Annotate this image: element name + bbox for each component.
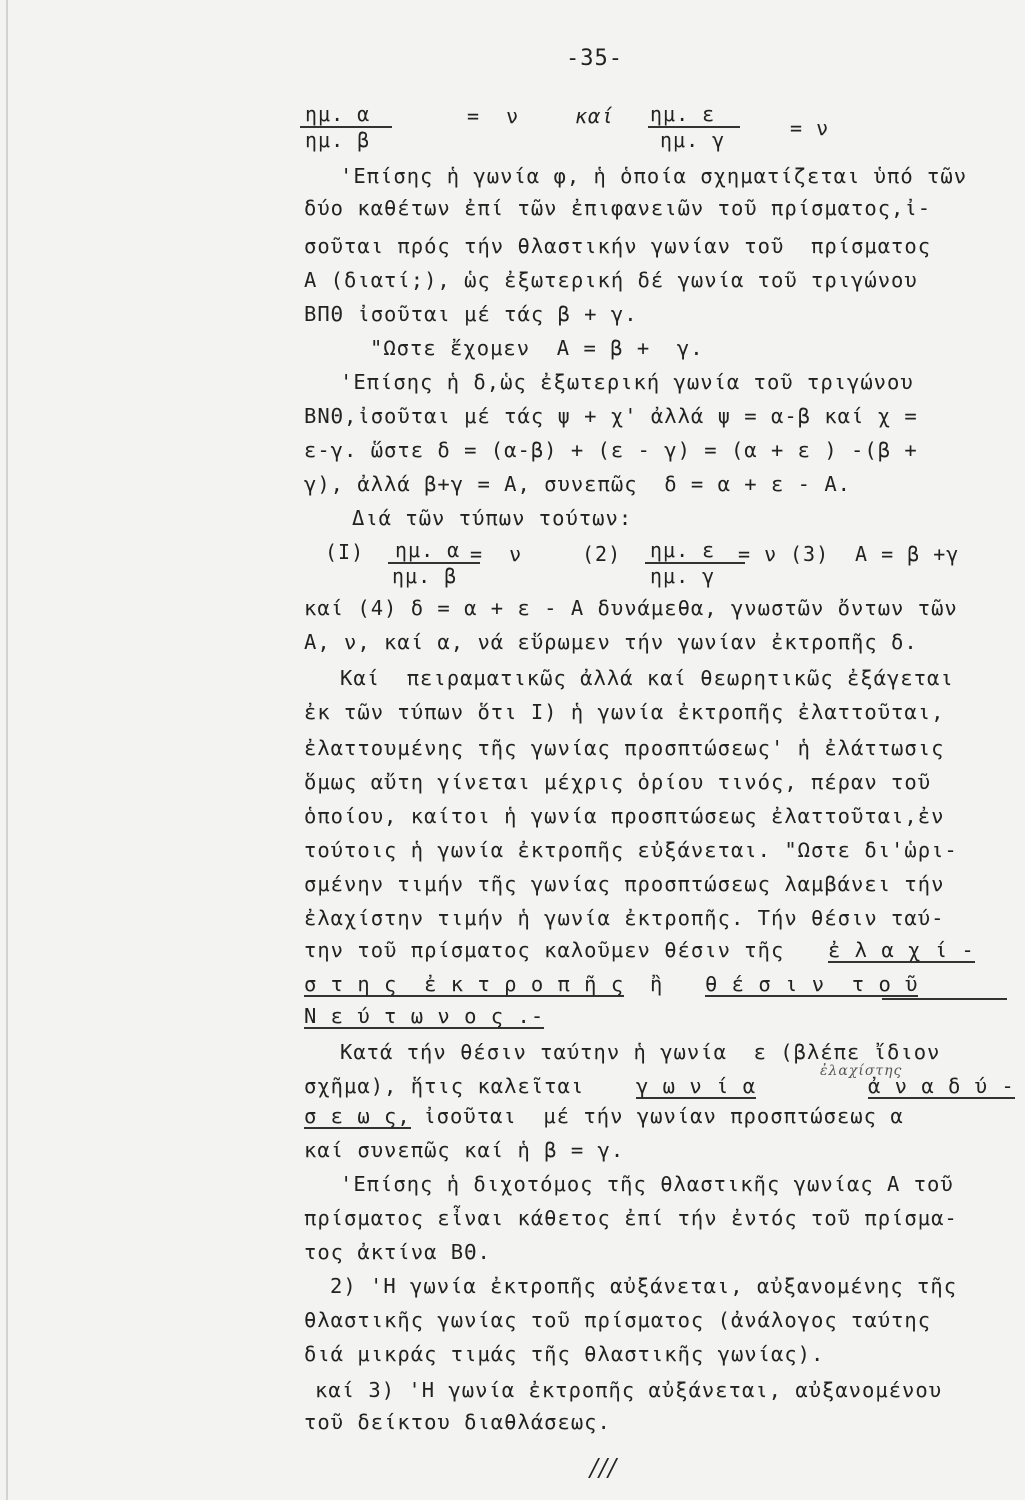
text-line: ἐκ τῶν τύπων ὅτι I) ἡ γωνία ἐκτροπῆς ἐλαττοῦται, bbox=[304, 700, 945, 724]
text-line: σμένην τιμήν τῆς γωνίας προσπτώσεως λαμβάνει τήν bbox=[304, 872, 945, 896]
formula2-label-2: (2) bbox=[582, 542, 622, 566]
text-line: Κατά τήν θέσιν ταύτην ἡ γωνία ε (βλέπε ἴδιον bbox=[340, 1040, 941, 1064]
scan-edge-line bbox=[6, 0, 8, 1500]
formula1-right-equals: = ν bbox=[790, 116, 830, 140]
term-underlined: ἀ ν α δ ύ - bbox=[868, 1074, 1015, 1098]
text-line: Διά τῶν τύπων τούτων: bbox=[352, 506, 633, 530]
text-line: ἰσοῦται μέ τήν γωνίαν προσπτώσεως α bbox=[410, 1104, 904, 1128]
text-line: "Ωστε ἔχομεν Α = β + γ. bbox=[370, 336, 704, 360]
formula2-label-3: (3) bbox=[790, 542, 830, 566]
text-line: Καί πειραματικῶς ἀλλά καί θεωρητικῶς ἐξάγεται bbox=[340, 666, 954, 690]
formula2-f3: Α = β +γ bbox=[855, 542, 960, 566]
term-underlined: σ ε ω ς, bbox=[304, 1104, 411, 1128]
term-underlined: σ τ η ς ἐ κ τ ρ ο π ῆ ς bbox=[304, 972, 625, 996]
formula1-left-denominator: ημ. β bbox=[305, 128, 371, 152]
text-line: Α (διατί;), ὡς ἐξωτερική δέ γωνία τοῦ τριγώνου bbox=[304, 268, 918, 292]
text-line: τοῦ δείκτου διαθλάσεως. bbox=[304, 1410, 611, 1434]
formula2-f2-denominator: ημ. γ bbox=[650, 564, 716, 588]
text-line: καί (4) δ = α + ε - Α δυνάμεθα, γνωστῶν ὄντων τῶν bbox=[304, 596, 958, 620]
text-line: πρίσματος εἶναι κάθετος ἐπί τήν ἐντός τοῦ πρίσμα- bbox=[304, 1206, 958, 1230]
term-underline-extension bbox=[882, 998, 1007, 1000]
text-line: 'Επίσης ἡ διχοτόμος τῆς θλαστικῆς γωνίας Α τοῦ bbox=[340, 1172, 954, 1196]
text-line: 'Επίσης ἡ γωνία φ, ἡ ὁποία σχηματίζεται ὑπό τῶν bbox=[340, 164, 968, 188]
formula2-label-1: (I) bbox=[325, 540, 365, 564]
text-conjunction: ἢ bbox=[650, 972, 664, 996]
term-underlined: γ ω ν ί α bbox=[636, 1074, 757, 1098]
formula1-left-equals: = ν bbox=[467, 104, 520, 128]
text-line: ἐλαττουμένης τῆς γωνίας προσπτώσεως' ἡ ἐλάττωσις bbox=[304, 736, 945, 760]
formula1-conjunction: καί bbox=[575, 104, 615, 128]
text-line: 2) 'Η γωνία ἐκτροπῆς αὐξάνεται, αὐξανομένης τῆς bbox=[330, 1274, 958, 1298]
text-line: καί 3) 'Η γωνία ἐκτροπῆς αὐξάνεται, αὐξανομένου bbox=[315, 1378, 943, 1402]
text-line: ΒΠΘ ἰσοῦται μέ τάς β + γ. bbox=[304, 302, 638, 326]
text-line: ὅμως αὔτη γίνεται μέχρις ὁρίου τινός, πέραν τοῦ bbox=[304, 770, 932, 794]
text-line: ε-γ. ὥστε δ = (α-β) + (ε - γ) = (α + ε ) -(β + bbox=[304, 438, 918, 462]
handwritten-note: ἐλαχίστης bbox=[820, 1063, 903, 1079]
formula1-right-numerator: ημ. ε bbox=[650, 102, 716, 126]
text-line: σχῆμα), ἥτις καλεῖται bbox=[304, 1074, 585, 1098]
text-line: δύο καθέτων ἐπί τῶν ἐπιφανειῶν τοῦ πρίσματος,ἰ- bbox=[304, 196, 932, 220]
closing-mark: /// bbox=[590, 1454, 618, 1482]
formula2-f1-equals: = ν bbox=[470, 542, 523, 566]
text-line: την τοῦ πρίσματος καλοῦμεν θέσιν τῆς bbox=[304, 938, 785, 962]
term-underlined: Ν ε ύ τ ω ν ο ς .- bbox=[304, 1004, 545, 1028]
page-number: -35- bbox=[566, 46, 623, 71]
text-line: ὁποίου, καίτοι ἡ γωνία προσπτώσεως ἐλαττοῦται,ἐν bbox=[304, 804, 945, 828]
formula2-f2-numerator: ημ. ε bbox=[650, 538, 716, 562]
text-line: διά μικράς τιμάς τῆς θλαστικῆς γωνίας). bbox=[304, 1342, 825, 1366]
text-line: θλαστικῆς γωνίας τοῦ πρίσματος (ἀνάλογος ταύτης bbox=[304, 1308, 932, 1332]
text-line: γ), ἀλλά β+γ = Α, συνεπῶς δ = α + ε - Α. bbox=[304, 472, 852, 496]
term-underlined: ἐ λ α χ ί - bbox=[828, 938, 975, 962]
text-line: σοῦται πρός τήν θλαστικήν γωνίαν τοῦ πρίσματος bbox=[304, 234, 932, 258]
formula2-f1-numerator: ημ. α bbox=[395, 538, 461, 562]
text-line: καί συνεπῶς καί ἡ β = γ. bbox=[304, 1138, 625, 1162]
text-line: τούτοις ἡ γωνία ἐκτροπῆς εὐξάνεται. "Ωστε δι'ὡρι- bbox=[304, 838, 958, 862]
text-line: ΒΝΘ,ἰσοῦται μέ τάς ψ + χ' ἀλλά ψ = α-β καί χ = bbox=[304, 404, 918, 428]
text-line: Α, ν, καί α, νά εὕρωμεν τήν γωνίαν ἐκτροπῆς δ. bbox=[304, 630, 918, 654]
text-line: ἐλαχίστην τιμήν ἡ γωνία ἐκτροπῆς. Τήν θέσιν ταύ- bbox=[304, 906, 945, 930]
text-line: τος ἀκτίνα ΒΘ. bbox=[304, 1240, 491, 1264]
text-line: 'Επίσης ἡ δ,ὡς ἐξωτερική γωνία τοῦ τριγώνου bbox=[340, 370, 914, 394]
term-underlined: θ έ σ ι ν τ ο ῦ bbox=[705, 972, 919, 996]
formula1-right-denominator: ημ. γ bbox=[660, 128, 726, 152]
formula2-f2-equals: = ν bbox=[738, 542, 778, 566]
formula1-left-numerator: ημ. α bbox=[305, 102, 371, 126]
formula2-f1-denominator: ημ. β bbox=[392, 564, 458, 588]
